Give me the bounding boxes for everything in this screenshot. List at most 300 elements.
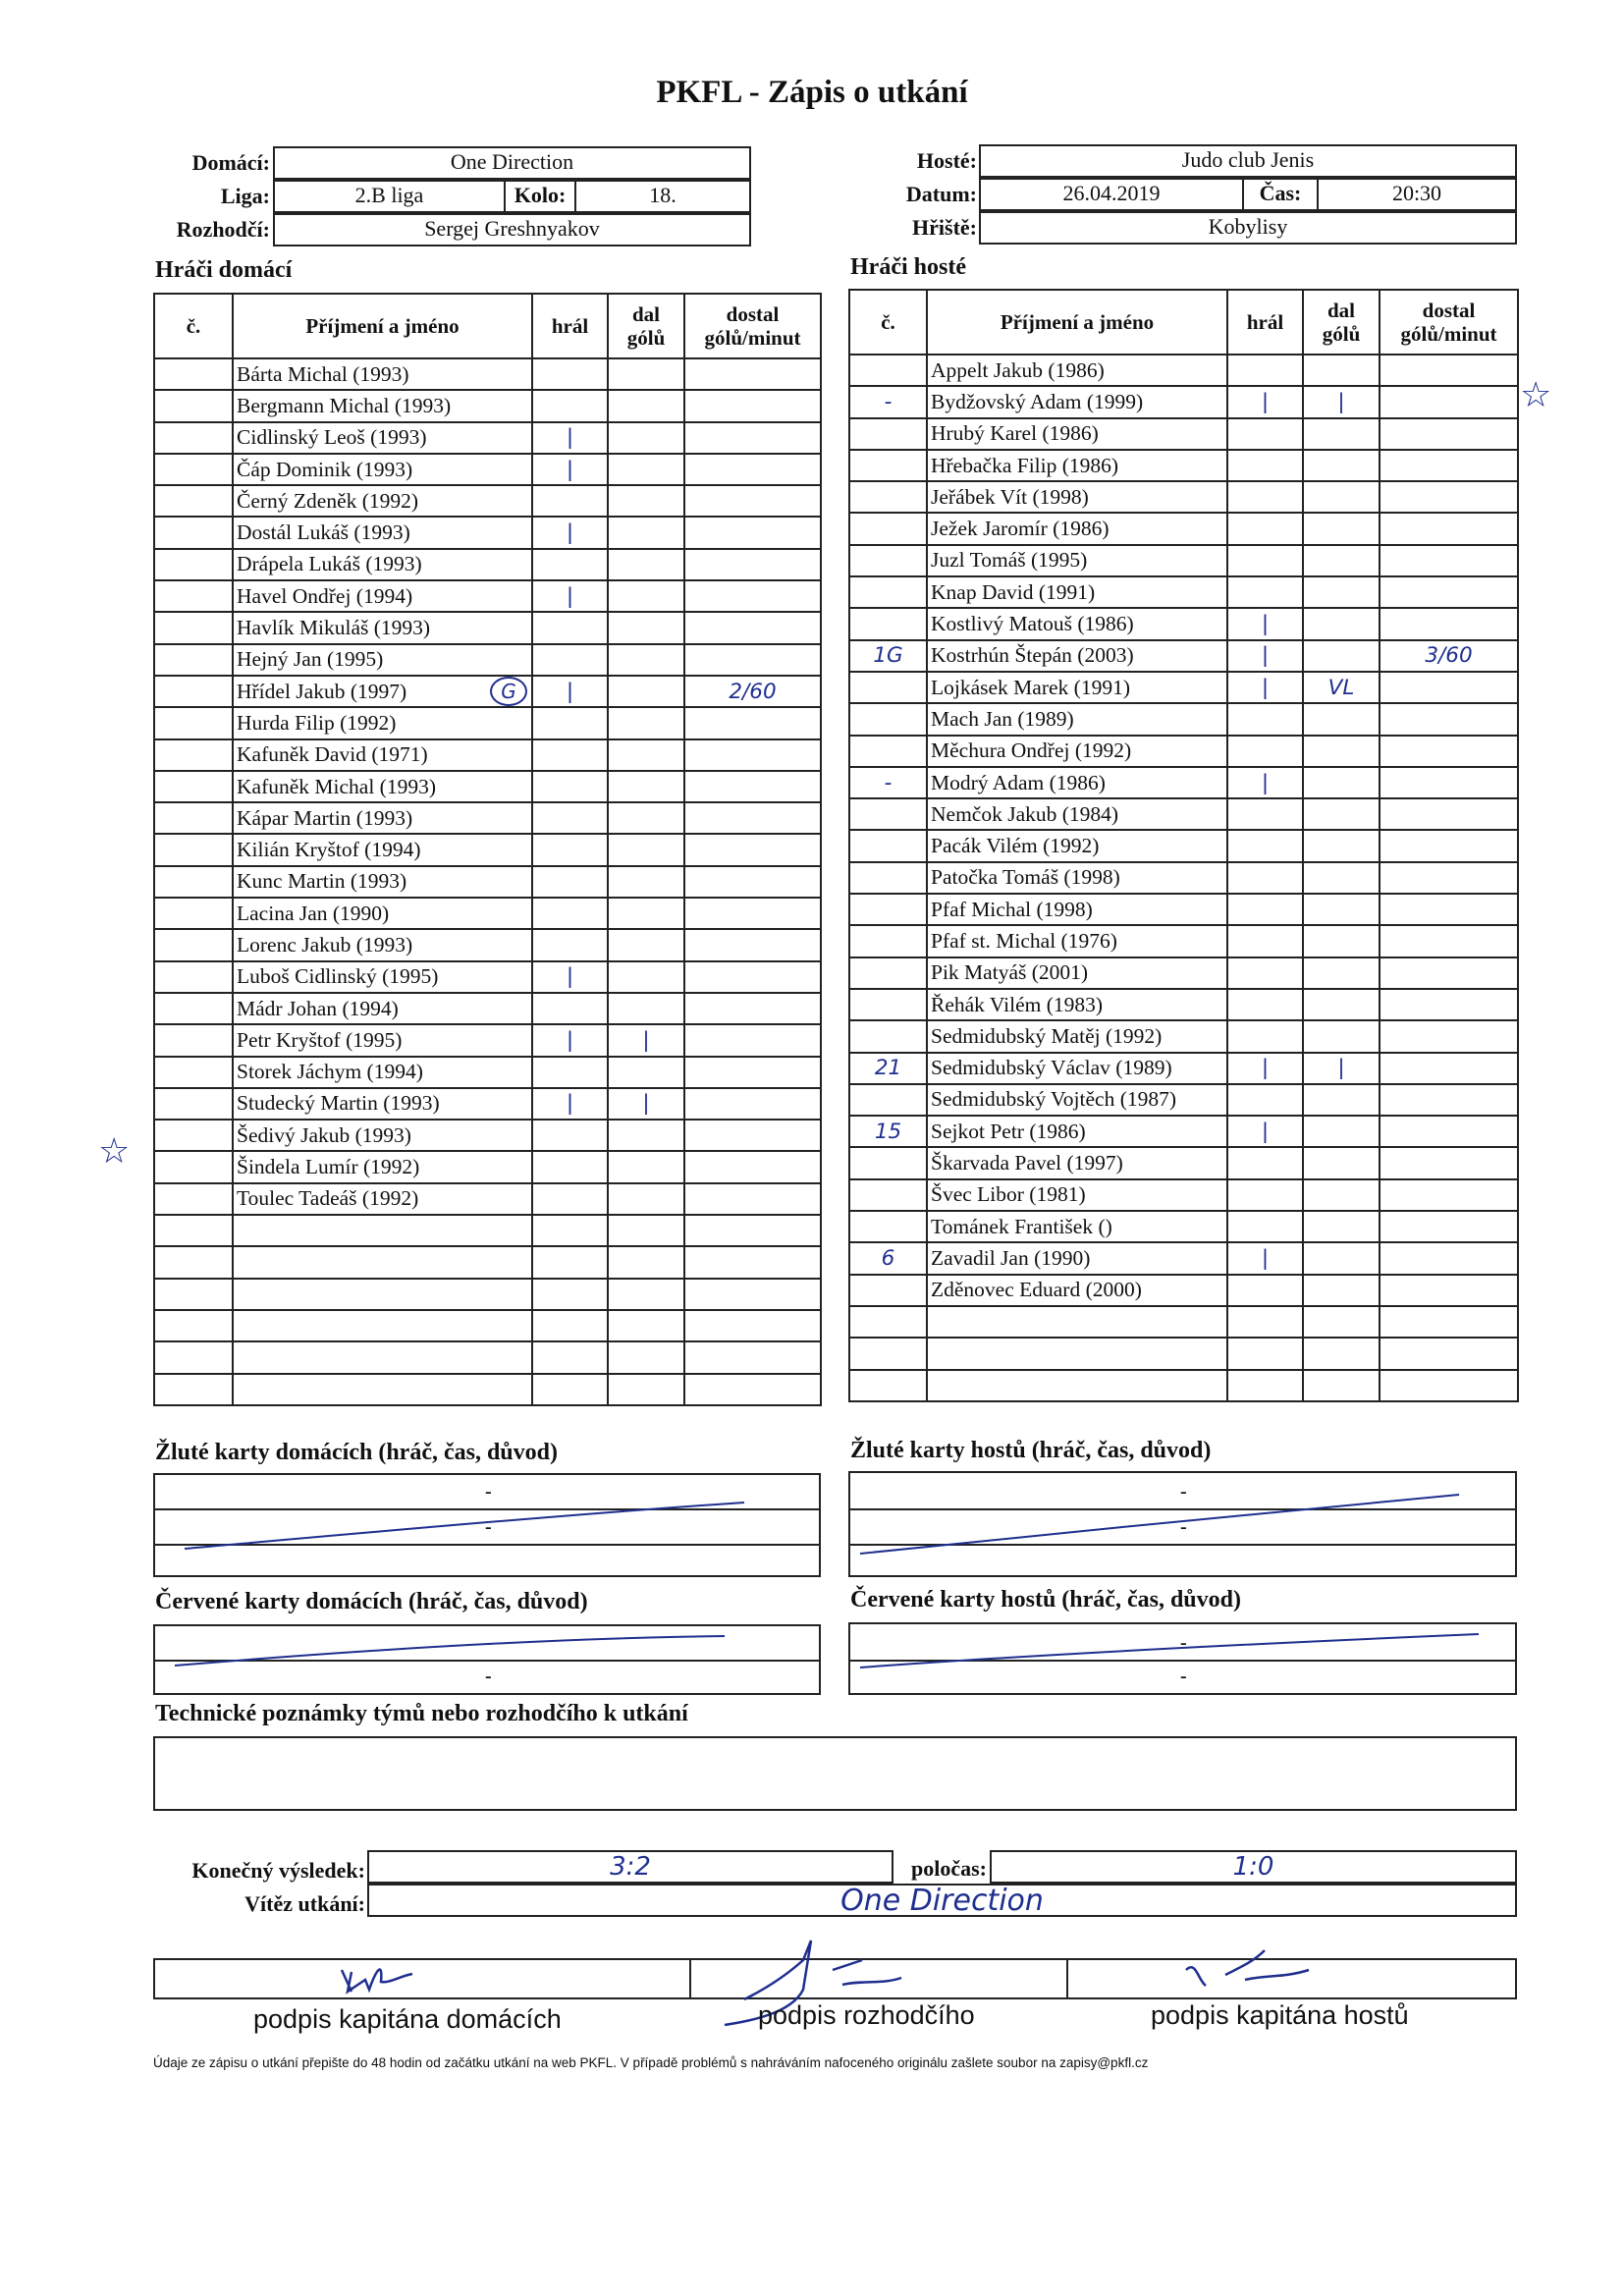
home-team-field[interactable]: One Direction xyxy=(273,146,751,180)
player-number-cell[interactable] xyxy=(154,929,233,960)
player-number-cell[interactable] xyxy=(154,676,233,707)
goals-cell[interactable] xyxy=(1303,1306,1380,1338)
goals-cell[interactable]: VL xyxy=(1303,672,1380,703)
player-number-cell[interactable] xyxy=(849,1084,927,1116)
played-cell[interactable] xyxy=(1227,1370,1303,1401)
player-name-cell[interactable]: Hřebačka Filip (1986) xyxy=(927,450,1227,481)
yellow-cards-guest-box[interactable]: - - xyxy=(848,1471,1517,1577)
player-name-cell[interactable]: Hrubý Karel (1986) xyxy=(927,418,1227,450)
player-number-cell[interactable] xyxy=(849,672,927,703)
player-name-cell[interactable]: Pacák Vilém (1992) xyxy=(927,830,1227,861)
player-number-cell[interactable] xyxy=(154,961,233,993)
notes-box[interactable] xyxy=(153,1736,1517,1811)
conceded-cell[interactable] xyxy=(684,1088,821,1120)
player-number-cell[interactable] xyxy=(154,1279,233,1310)
played-cell[interactable] xyxy=(532,1057,608,1088)
played-cell[interactable]: | xyxy=(1227,767,1303,798)
conceded-cell[interactable] xyxy=(684,802,821,834)
goals-cell[interactable] xyxy=(1303,355,1380,386)
player-number-cell[interactable] xyxy=(849,830,927,861)
conceded-cell[interactable] xyxy=(684,898,821,929)
played-cell[interactable]: | xyxy=(532,422,608,454)
conceded-cell[interactable] xyxy=(1380,736,1518,767)
player-name-cell[interactable]: Kostrhún Štepán (2003) xyxy=(927,640,1227,672)
player-number-cell[interactable] xyxy=(849,418,927,450)
conceded-cell[interactable] xyxy=(684,834,821,865)
conceded-cell[interactable] xyxy=(684,1151,821,1182)
conceded-cell[interactable] xyxy=(1380,767,1518,798)
player-number-cell[interactable]: 1G xyxy=(849,640,927,672)
player-name-cell[interactable]: Škarvada Pavel (1997) xyxy=(927,1147,1227,1178)
played-cell[interactable]: | xyxy=(532,961,608,993)
goals-cell[interactable] xyxy=(608,993,684,1024)
goals-cell[interactable] xyxy=(608,1374,684,1405)
player-name-cell[interactable]: Storek Jáchym (1994) xyxy=(233,1057,532,1088)
goals-cell[interactable] xyxy=(608,580,684,612)
goals-cell[interactable] xyxy=(608,485,684,517)
goals-cell[interactable] xyxy=(1303,1020,1380,1052)
player-number-cell[interactable] xyxy=(154,707,233,738)
goals-cell[interactable] xyxy=(608,390,684,421)
goals-cell[interactable] xyxy=(1303,576,1380,608)
conceded-cell[interactable] xyxy=(1380,608,1518,639)
goals-cell[interactable] xyxy=(1303,418,1380,450)
conceded-cell[interactable] xyxy=(1380,1053,1518,1084)
goals-cell[interactable] xyxy=(608,517,684,548)
played-cell[interactable] xyxy=(1227,894,1303,925)
conceded-cell[interactable] xyxy=(1380,545,1518,576)
played-cell[interactable] xyxy=(532,707,608,738)
player-number-cell[interactable] xyxy=(154,834,233,865)
goals-cell[interactable] xyxy=(1303,513,1380,544)
played-cell[interactable] xyxy=(532,1215,608,1246)
goals-cell[interactable] xyxy=(608,1120,684,1151)
played-cell[interactable] xyxy=(532,993,608,1024)
player-number-cell[interactable] xyxy=(849,894,927,925)
player-name-cell[interactable] xyxy=(927,1370,1227,1401)
played-cell[interactable] xyxy=(532,1151,608,1182)
player-name-cell[interactable] xyxy=(233,1215,532,1246)
player-number-cell[interactable]: 15 xyxy=(849,1116,927,1147)
player-number-cell[interactable] xyxy=(154,1024,233,1056)
red-cards-home-box[interactable]: - - xyxy=(153,1624,821,1695)
goals-cell[interactable] xyxy=(608,1341,684,1373)
player-name-cell[interactable]: Ježek Jaromír (1986) xyxy=(927,513,1227,544)
played-cell[interactable] xyxy=(1227,576,1303,608)
goals-cell[interactable] xyxy=(608,422,684,454)
player-name-cell[interactable]: Patočka Tomáš (1998) xyxy=(927,862,1227,894)
player-number-cell[interactable] xyxy=(154,549,233,580)
player-number-cell[interactable]: - xyxy=(849,386,927,417)
player-name-cell[interactable]: Zavadil Jan (1990) xyxy=(927,1242,1227,1274)
league-field[interactable]: 2.B liga xyxy=(273,180,506,213)
goals-cell[interactable] xyxy=(1303,798,1380,830)
player-name-cell[interactable]: Kafuněk David (1971) xyxy=(233,739,532,771)
conceded-cell[interactable] xyxy=(1380,925,1518,957)
played-cell[interactable]: | xyxy=(532,1024,608,1056)
player-name-cell[interactable]: Dostál Lukáš (1993) xyxy=(233,517,532,548)
conceded-cell[interactable] xyxy=(1380,894,1518,925)
player-name-cell[interactable]: Sedmidubský Matěj (1992) xyxy=(927,1020,1227,1052)
player-number-cell[interactable] xyxy=(849,481,927,513)
played-cell[interactable] xyxy=(532,390,608,421)
conceded-cell[interactable] xyxy=(684,929,821,960)
player-name-cell[interactable]: Sedmidubský Václav (1989) xyxy=(927,1053,1227,1084)
winner-field[interactable]: One Direction xyxy=(367,1884,1517,1917)
goals-cell[interactable] xyxy=(1303,1179,1380,1211)
conceded-cell[interactable] xyxy=(1380,576,1518,608)
conceded-cell[interactable] xyxy=(1380,1020,1518,1052)
player-name-cell[interactable]: Pfaf st. Michal (1976) xyxy=(927,925,1227,957)
player-number-cell[interactable] xyxy=(849,925,927,957)
goals-cell[interactable] xyxy=(608,739,684,771)
player-name-cell[interactable]: Pik Matyáš (2001) xyxy=(927,957,1227,989)
player-name-cell[interactable]: Kilián Kryštof (1994) xyxy=(233,834,532,865)
player-number-cell[interactable] xyxy=(849,450,927,481)
player-name-cell[interactable] xyxy=(233,1341,532,1373)
played-cell[interactable]: | xyxy=(1227,608,1303,639)
player-name-cell[interactable] xyxy=(233,1279,532,1310)
goals-cell[interactable] xyxy=(608,1246,684,1278)
played-cell[interactable] xyxy=(1227,830,1303,861)
player-name-cell[interactable]: Kostlivý Matouš (1986) xyxy=(927,608,1227,639)
played-cell[interactable] xyxy=(532,1120,608,1151)
player-name-cell[interactable]: Hurda Filip (1992) xyxy=(233,707,532,738)
conceded-cell[interactable] xyxy=(684,517,821,548)
goals-cell[interactable] xyxy=(1303,862,1380,894)
played-cell[interactable] xyxy=(1227,1147,1303,1178)
player-name-cell[interactable] xyxy=(233,1310,532,1341)
conceded-cell[interactable] xyxy=(1380,672,1518,703)
player-name-cell[interactable]: Cidlinský Leoš (1993) xyxy=(233,422,532,454)
played-cell[interactable]: | xyxy=(532,580,608,612)
goals-cell[interactable] xyxy=(1303,1147,1380,1178)
player-number-cell[interactable] xyxy=(849,608,927,639)
player-number-cell[interactable] xyxy=(154,739,233,771)
goals-cell[interactable] xyxy=(1303,703,1380,735)
player-number-cell[interactable] xyxy=(154,1183,233,1215)
goals-cell[interactable] xyxy=(1303,736,1380,767)
goals-cell[interactable] xyxy=(608,358,684,390)
player-number-cell[interactable] xyxy=(849,1020,927,1052)
player-name-cell[interactable]: Jeřábek Vít (1998) xyxy=(927,481,1227,513)
played-cell[interactable] xyxy=(532,1279,608,1310)
goals-cell[interactable] xyxy=(1303,1084,1380,1116)
conceded-cell[interactable] xyxy=(684,390,821,421)
goals-cell[interactable] xyxy=(1303,545,1380,576)
player-name-cell[interactable]: Lacina Jan (1990) xyxy=(233,898,532,929)
conceded-cell[interactable] xyxy=(1380,418,1518,450)
conceded-cell[interactable] xyxy=(684,549,821,580)
played-cell[interactable] xyxy=(1227,1338,1303,1369)
played-cell[interactable] xyxy=(1227,989,1303,1020)
player-name-cell[interactable]: Lorenc Jakub (1993) xyxy=(233,929,532,960)
conceded-cell[interactable] xyxy=(684,1120,821,1151)
played-cell[interactable] xyxy=(532,739,608,771)
conceded-cell[interactable] xyxy=(1380,386,1518,417)
goals-cell[interactable] xyxy=(608,612,684,643)
played-cell[interactable] xyxy=(532,1246,608,1278)
goals-cell[interactable] xyxy=(1303,767,1380,798)
conceded-cell[interactable] xyxy=(684,1246,821,1278)
conceded-cell[interactable] xyxy=(1380,1084,1518,1116)
played-cell[interactable] xyxy=(532,612,608,643)
conceded-cell[interactable] xyxy=(1380,989,1518,1020)
player-name-cell[interactable]: Mach Jan (1989) xyxy=(927,703,1227,735)
player-number-cell[interactable] xyxy=(849,513,927,544)
player-name-cell[interactable]: Toulec Tadeáš (1992) xyxy=(233,1183,532,1215)
conceded-cell[interactable] xyxy=(684,1341,821,1373)
player-number-cell[interactable]: 6 xyxy=(849,1242,927,1274)
conceded-cell[interactable] xyxy=(684,454,821,485)
player-number-cell[interactable] xyxy=(849,1275,927,1306)
played-cell[interactable]: | xyxy=(532,517,608,548)
conceded-cell[interactable] xyxy=(684,612,821,643)
player-number-cell[interactable]: 21 xyxy=(849,1053,927,1084)
player-number-cell[interactable] xyxy=(154,1341,233,1373)
played-cell[interactable] xyxy=(532,1341,608,1373)
goals-cell[interactable] xyxy=(1303,608,1380,639)
played-cell[interactable] xyxy=(1227,513,1303,544)
player-number-cell[interactable] xyxy=(849,1179,927,1211)
goals-cell[interactable] xyxy=(608,1057,684,1088)
time-field[interactable]: 20:30 xyxy=(1317,178,1517,211)
player-name-cell[interactable]: Šindela Lumír (1992) xyxy=(233,1151,532,1182)
conceded-cell[interactable] xyxy=(684,580,821,612)
player-number-cell[interactable] xyxy=(154,1246,233,1278)
goals-cell[interactable] xyxy=(1303,481,1380,513)
goals-cell[interactable]: | xyxy=(1303,1053,1380,1084)
goals-cell[interactable] xyxy=(608,1310,684,1341)
player-number-cell[interactable] xyxy=(849,798,927,830)
goals-cell[interactable] xyxy=(608,1215,684,1246)
conceded-cell[interactable] xyxy=(684,707,821,738)
player-name-cell[interactable]: Mádr Johan (1994) xyxy=(233,993,532,1024)
player-name-cell[interactable]: Sedmidubský Vojtěch (1987) xyxy=(927,1084,1227,1116)
goals-cell[interactable] xyxy=(608,454,684,485)
goals-cell[interactable] xyxy=(608,929,684,960)
player-number-cell[interactable] xyxy=(154,1057,233,1088)
goals-cell[interactable] xyxy=(608,771,684,802)
player-number-cell[interactable] xyxy=(849,1306,927,1338)
goals-cell[interactable] xyxy=(608,707,684,738)
goals-cell[interactable] xyxy=(608,549,684,580)
player-name-cell[interactable]: Tománek František () xyxy=(927,1211,1227,1242)
player-number-cell[interactable] xyxy=(154,390,233,421)
played-cell[interactable] xyxy=(1227,1306,1303,1338)
yellow-cards-home-box[interactable]: - - xyxy=(153,1473,821,1577)
player-name-cell[interactable]: Bergmann Michal (1993) xyxy=(233,390,532,421)
played-cell[interactable] xyxy=(1227,1275,1303,1306)
goals-cell[interactable] xyxy=(1303,1116,1380,1147)
played-cell[interactable] xyxy=(532,834,608,865)
player-number-cell[interactable] xyxy=(154,612,233,643)
goals-cell[interactable] xyxy=(1303,989,1380,1020)
goals-cell[interactable]: | xyxy=(608,1024,684,1056)
player-number-cell[interactable] xyxy=(154,1088,233,1120)
goals-cell[interactable] xyxy=(1303,640,1380,672)
conceded-cell[interactable] xyxy=(1380,957,1518,989)
conceded-cell[interactable] xyxy=(1380,1370,1518,1401)
player-name-cell[interactable]: Hejný Jan (1995) xyxy=(233,644,532,676)
conceded-cell[interactable]: 3/60 xyxy=(1380,640,1518,672)
player-number-cell[interactable] xyxy=(849,1147,927,1178)
player-number-cell[interactable] xyxy=(154,517,233,548)
played-cell[interactable] xyxy=(532,771,608,802)
played-cell[interactable]: | xyxy=(532,1088,608,1120)
conceded-cell[interactable] xyxy=(1380,862,1518,894)
played-cell[interactable] xyxy=(532,485,608,517)
player-number-cell[interactable] xyxy=(154,358,233,390)
player-number-cell[interactable] xyxy=(849,957,927,989)
played-cell[interactable] xyxy=(532,358,608,390)
conceded-cell[interactable] xyxy=(1380,1211,1518,1242)
player-number-cell[interactable] xyxy=(849,1370,927,1401)
conceded-cell[interactable] xyxy=(684,739,821,771)
player-name-cell[interactable]: Bydžovský Adam (1999) xyxy=(927,386,1227,417)
player-number-cell[interactable] xyxy=(154,898,233,929)
played-cell[interactable] xyxy=(1227,1179,1303,1211)
round-field[interactable]: 18. xyxy=(574,180,751,213)
played-cell[interactable] xyxy=(1227,545,1303,576)
player-name-cell[interactable]: Kafuněk Michal (1993) xyxy=(233,771,532,802)
played-cell[interactable] xyxy=(532,644,608,676)
played-cell[interactable] xyxy=(1227,957,1303,989)
player-name-cell[interactable]: Knap David (1991) xyxy=(927,576,1227,608)
conceded-cell[interactable] xyxy=(684,422,821,454)
player-name-cell[interactable]: Nemčok Jakub (1984) xyxy=(927,798,1227,830)
player-number-cell[interactable] xyxy=(154,1151,233,1182)
played-cell[interactable]: | xyxy=(532,676,608,707)
player-name-cell[interactable] xyxy=(233,1374,532,1405)
goals-cell[interactable] xyxy=(1303,1370,1380,1401)
guest-team-field[interactable]: Judo club Jenis xyxy=(979,144,1517,178)
goals-cell[interactable] xyxy=(608,676,684,707)
goals-cell[interactable] xyxy=(1303,450,1380,481)
goals-cell[interactable] xyxy=(608,1183,684,1215)
conceded-cell[interactable] xyxy=(1380,830,1518,861)
conceded-cell[interactable] xyxy=(1380,1242,1518,1274)
played-cell[interactable] xyxy=(532,1374,608,1405)
player-name-cell[interactable]: Šedivý Jakub (1993) xyxy=(233,1120,532,1151)
player-name-cell[interactable]: Drápela Lukáš (1993) xyxy=(233,549,532,580)
player-number-cell[interactable] xyxy=(154,866,233,898)
played-cell[interactable]: | xyxy=(1227,386,1303,417)
final-result-field[interactable]: 3:2 xyxy=(367,1850,893,1884)
player-number-cell[interactable] xyxy=(154,802,233,834)
player-number-cell[interactable] xyxy=(849,736,927,767)
played-cell[interactable] xyxy=(1227,355,1303,386)
player-number-cell[interactable] xyxy=(849,545,927,576)
conceded-cell[interactable] xyxy=(684,1279,821,1310)
player-number-cell[interactable] xyxy=(154,1310,233,1341)
played-cell[interactable] xyxy=(1227,1084,1303,1116)
conceded-cell[interactable] xyxy=(1380,355,1518,386)
date-field[interactable]: 26.04.2019 xyxy=(979,178,1244,211)
conceded-cell[interactable] xyxy=(1380,1306,1518,1338)
goals-cell[interactable] xyxy=(1303,830,1380,861)
player-name-cell[interactable]: Juzl Tomáš (1995) xyxy=(927,545,1227,576)
player-number-cell[interactable] xyxy=(849,862,927,894)
conceded-cell[interactable] xyxy=(1380,513,1518,544)
played-cell[interactable] xyxy=(1227,736,1303,767)
conceded-cell[interactable] xyxy=(684,771,821,802)
goals-cell[interactable] xyxy=(1303,957,1380,989)
player-name-cell[interactable]: Modrý Adam (1986) xyxy=(927,767,1227,798)
goals-cell[interactable] xyxy=(608,898,684,929)
played-cell[interactable] xyxy=(532,866,608,898)
player-name-cell[interactable]: Bárta Michal (1993) xyxy=(233,358,532,390)
player-number-cell[interactable] xyxy=(849,1338,927,1369)
played-cell[interactable] xyxy=(1227,703,1303,735)
goals-cell[interactable] xyxy=(1303,1275,1380,1306)
conceded-cell[interactable] xyxy=(1380,1275,1518,1306)
red-cards-guest-box[interactable]: - - xyxy=(848,1622,1517,1695)
referee-field[interactable]: Sergej Greshnyakov xyxy=(273,213,751,246)
player-name-cell[interactable]: Zděnovec Eduard (2000) xyxy=(927,1275,1227,1306)
player-number-cell[interactable] xyxy=(154,580,233,612)
conceded-cell[interactable] xyxy=(1380,1338,1518,1369)
player-name-cell[interactable]: Havlík Mikuláš (1993) xyxy=(233,612,532,643)
conceded-cell[interactable] xyxy=(684,961,821,993)
conceded-cell[interactable] xyxy=(1380,1179,1518,1211)
conceded-cell[interactable] xyxy=(684,1215,821,1246)
conceded-cell[interactable] xyxy=(1380,703,1518,735)
player-number-cell[interactable]: - xyxy=(849,767,927,798)
player-name-cell[interactable]: Měchura Ondřej (1992) xyxy=(927,736,1227,767)
played-cell[interactable] xyxy=(532,1183,608,1215)
played-cell[interactable] xyxy=(1227,418,1303,450)
played-cell[interactable] xyxy=(1227,798,1303,830)
player-name-cell[interactable]: Appelt Jakub (1986) xyxy=(927,355,1227,386)
played-cell[interactable] xyxy=(532,802,608,834)
goals-cell[interactable] xyxy=(608,834,684,865)
conceded-cell[interactable] xyxy=(1380,450,1518,481)
conceded-cell[interactable] xyxy=(1380,798,1518,830)
conceded-cell[interactable] xyxy=(684,358,821,390)
player-name-cell[interactable] xyxy=(927,1306,1227,1338)
conceded-cell[interactable] xyxy=(684,1183,821,1215)
conceded-cell[interactable] xyxy=(684,1310,821,1341)
goals-cell[interactable]: | xyxy=(608,1088,684,1120)
player-name-cell[interactable]: Černý Zdeněk (1992) xyxy=(233,485,532,517)
half-time-field[interactable]: 1:0 xyxy=(990,1850,1517,1884)
played-cell[interactable] xyxy=(1227,862,1303,894)
played-cell[interactable] xyxy=(1227,450,1303,481)
goals-cell[interactable]: | xyxy=(1303,386,1380,417)
conceded-cell[interactable]: 2/60 xyxy=(684,676,821,707)
played-cell[interactable]: | xyxy=(1227,1242,1303,1274)
player-number-cell[interactable] xyxy=(849,703,927,735)
player-number-cell[interactable] xyxy=(154,644,233,676)
conceded-cell[interactable] xyxy=(1380,1147,1518,1178)
goals-cell[interactable] xyxy=(1303,1211,1380,1242)
played-cell[interactable]: | xyxy=(532,454,608,485)
conceded-cell[interactable] xyxy=(1380,1116,1518,1147)
player-number-cell[interactable] xyxy=(154,1215,233,1246)
player-name-cell[interactable]: Lojkásek Marek (1991) xyxy=(927,672,1227,703)
conceded-cell[interactable] xyxy=(1380,481,1518,513)
player-name-cell[interactable]: Řehák Vilém (1983) xyxy=(927,989,1227,1020)
goals-cell[interactable] xyxy=(608,802,684,834)
played-cell[interactable] xyxy=(532,929,608,960)
player-name-cell[interactable]: Havel Ondřej (1994) xyxy=(233,580,532,612)
player-number-cell[interactable] xyxy=(849,355,927,386)
player-number-cell[interactable] xyxy=(154,1120,233,1151)
goals-cell[interactable] xyxy=(1303,1338,1380,1369)
goals-cell[interactable] xyxy=(608,961,684,993)
goals-cell[interactable] xyxy=(608,866,684,898)
